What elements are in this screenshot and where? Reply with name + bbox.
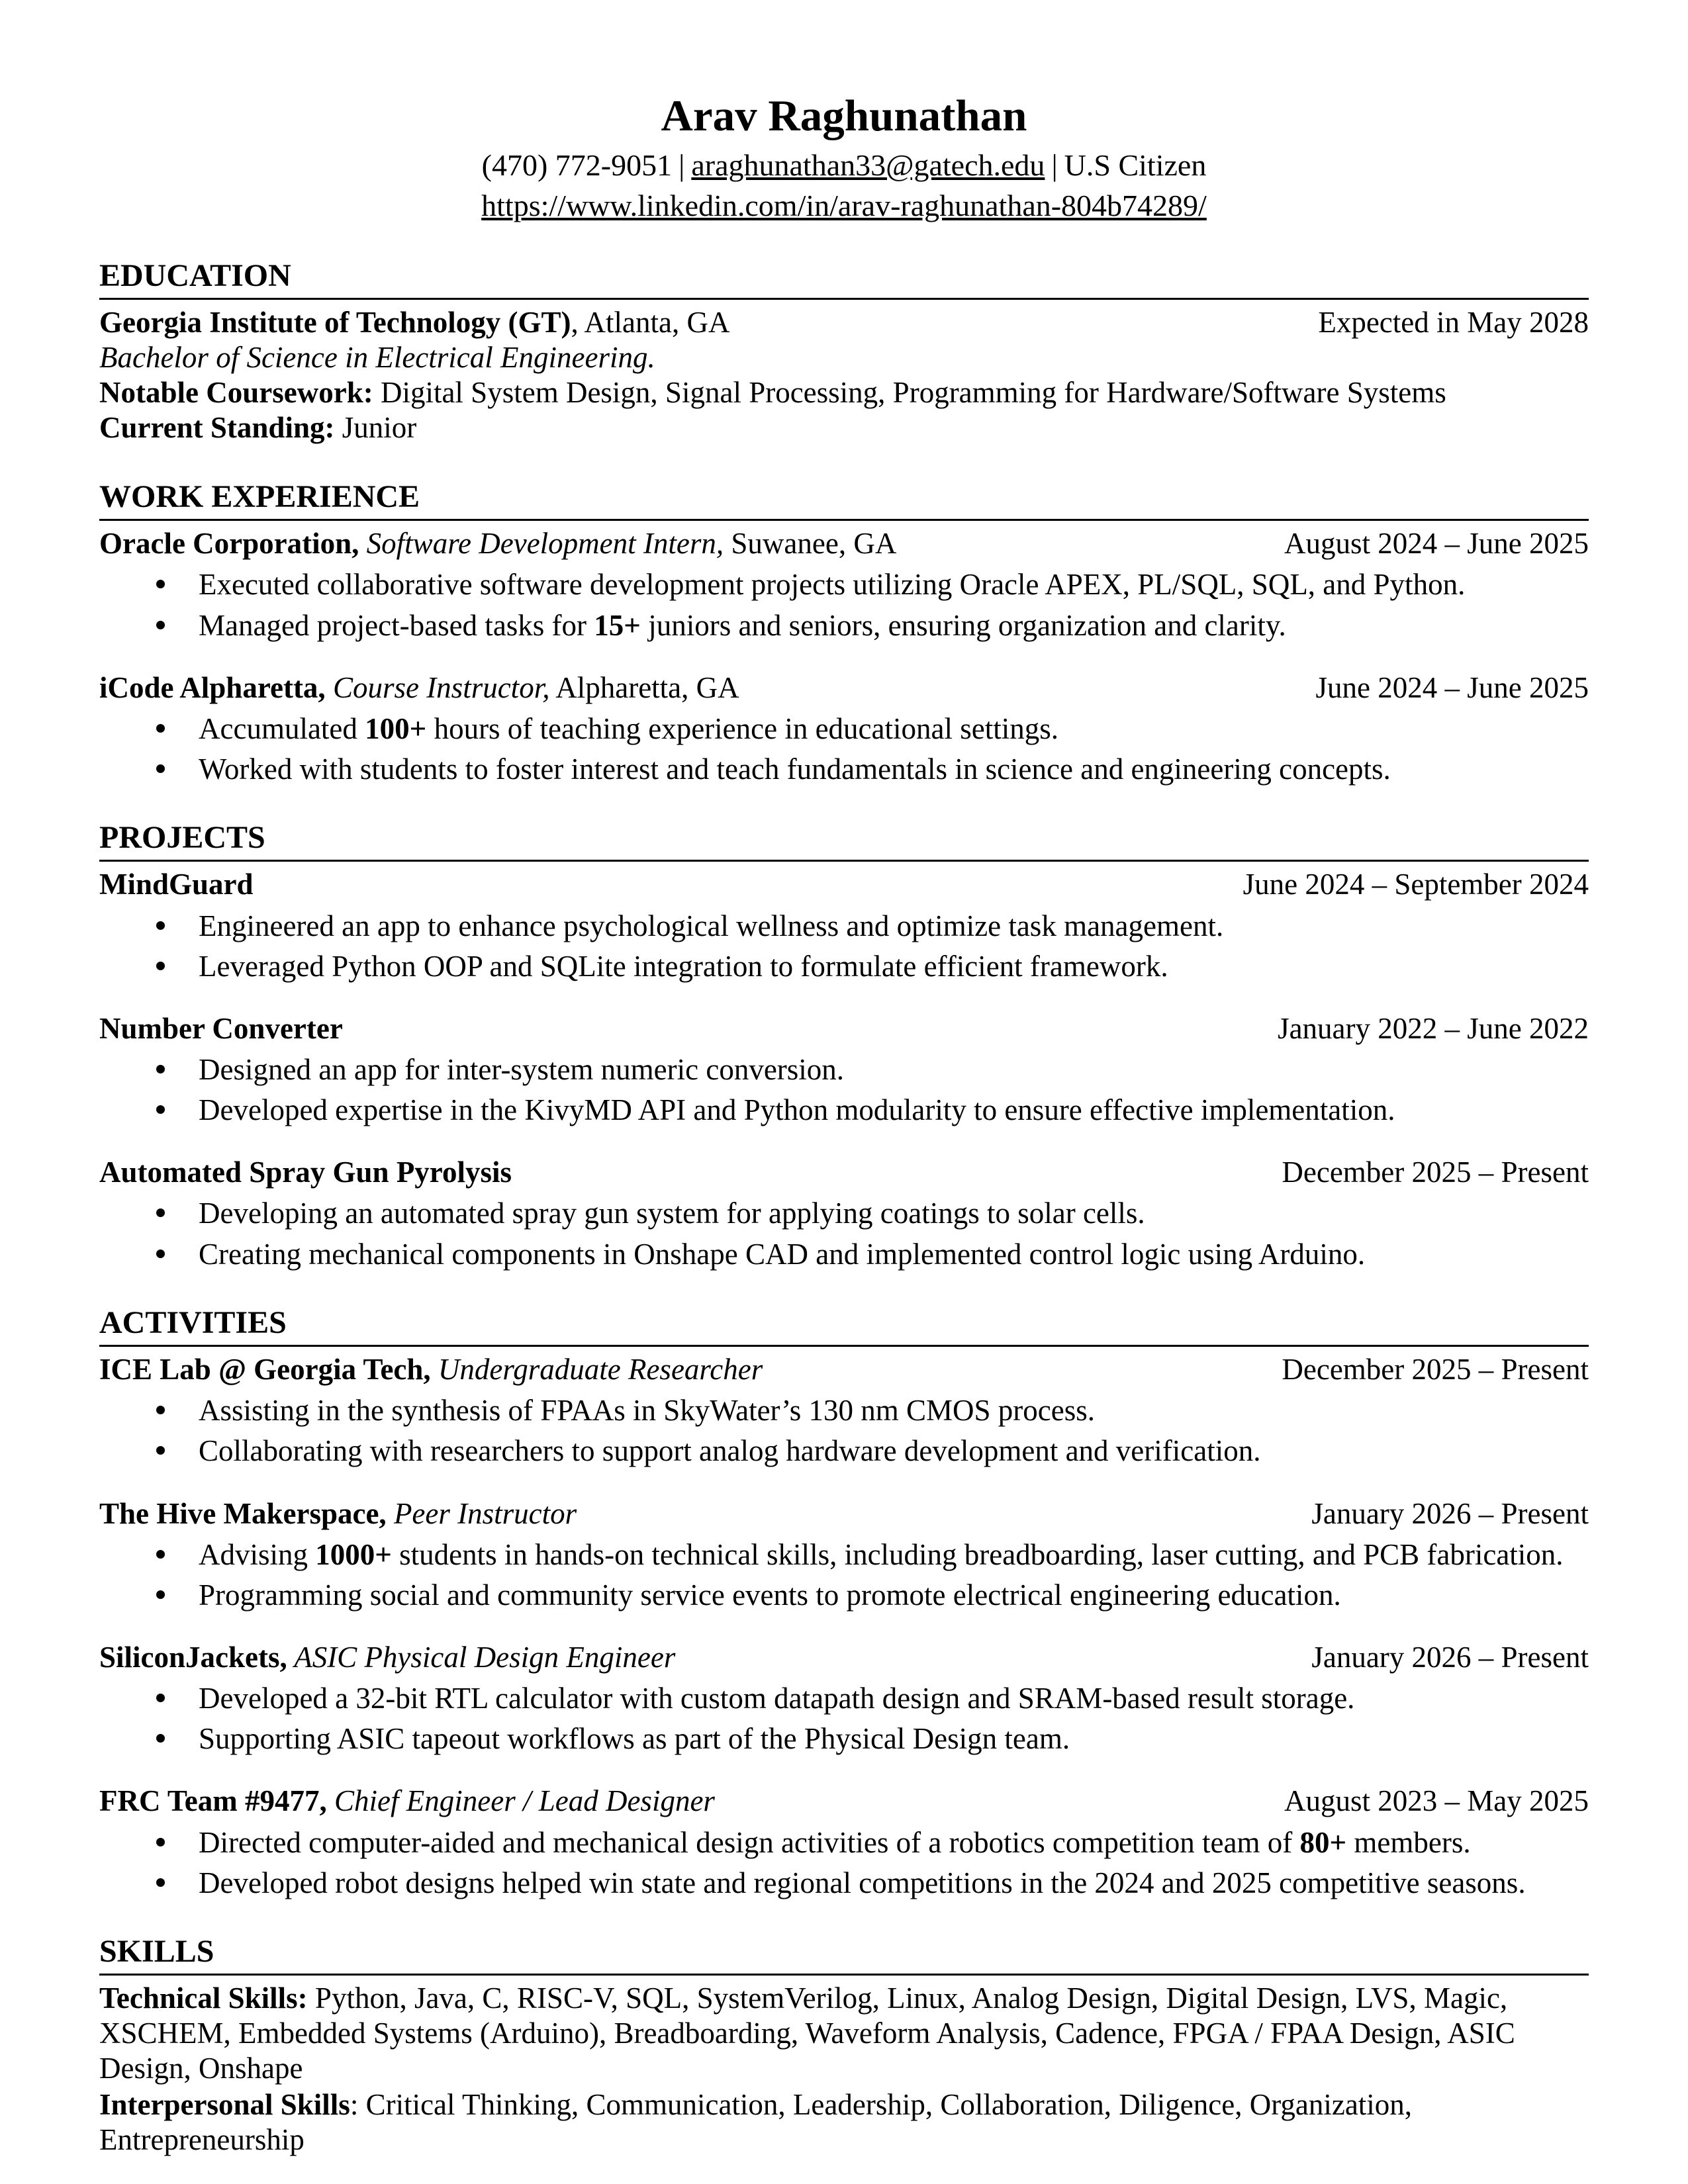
entry-date: December 2025 – Present — [1282, 1353, 1589, 1387]
org-name: The Hive Makerspace, — [99, 1496, 387, 1530]
org-name: FRC Team #9477, — [99, 1784, 327, 1818]
bullet-text-bold: 100+ — [365, 711, 427, 745]
technical-skills-text: Python, Java, C, RISC-V, SQL, SystemVerilog, Linux, Analog Design, Digital Design, LVS, Magic, XSCHEM, Embedded Systems (Arduino), Breadboarding, Waveform Analysis, Cadence, FPGA / FPAA Design, ASIC Design, Onshape — [99, 1981, 1515, 2085]
standing-label: Current Standing: — [99, 411, 335, 445]
bullet-text: Managed project-based tasks for — [199, 608, 594, 642]
candidate-name: Arav Raghunathan — [661, 91, 1027, 140]
contact-separator: | — [679, 148, 685, 183]
bullet-text: Developing an automated spray gun system for applying coatings to solar cells. — [199, 1197, 1145, 1230]
entry-header — [99, 670, 1589, 705]
coursework-line — [99, 375, 1589, 410]
standing-line — [99, 410, 1589, 445]
project-name: Automated Spray Gun Pyrolysis — [99, 1156, 512, 1189]
school-line — [99, 305, 729, 340]
activities-heading: ACTIVITIES — [99, 1304, 1589, 1347]
bullet-text: hours of teaching experience in educational settings. — [426, 711, 1058, 745]
technical-skills-line — [99, 1981, 1589, 2086]
entry-title — [99, 526, 896, 561]
bullet-text: Directed computer-aided and mechanical design activities of a robotics competition team of — [199, 1825, 1300, 1859]
bullet-item — [99, 608, 1589, 643]
entry-header — [99, 867, 1589, 902]
entry-automated-spray-gun-pyrolysis — [99, 1155, 1589, 1271]
bullet-text: Creating mechanical components in Onshape CAD and implemented control logic using Arduino. — [199, 1237, 1366, 1271]
bullet-text: Executed collaborative software development projects utilizing Oracle APEX, PL/SQL, SQL, and Python. — [199, 568, 1466, 602]
entry-header — [99, 1011, 1589, 1046]
interpersonal-skills-label: Interpersonal Skills — [99, 2088, 350, 2122]
entry-location: Suwanee, GA — [724, 527, 897, 561]
bullet-text: Developed a 32-bit RTL calculator with custom datapath design and SRAM-based result storage. — [199, 1682, 1355, 1715]
phone-number: (470) 772-9051 — [481, 148, 673, 183]
role-title: Chief Engineer / Lead Designer — [326, 1784, 715, 1818]
skills-heading: SKILLS — [99, 1933, 1589, 1976]
entry-title — [99, 1352, 763, 1387]
role-title: Course Instructor, — [325, 670, 550, 704]
bullet-text: Accumulated — [199, 711, 365, 745]
entry-hive-makerspace — [99, 1496, 1589, 1612]
role-title: ASIC Physical Design Engineer — [287, 1640, 676, 1674]
work-heading: WORK EXPERIENCE — [99, 478, 1589, 521]
education-date: Expected in May 2028 — [1318, 305, 1589, 339]
org-name: ICE Lab @ Georgia Tech, — [99, 1353, 431, 1387]
bullet-text: Worked with students to foster interest and teach fundamentals in science and engineering concepts. — [199, 752, 1391, 786]
degree-line — [99, 340, 1589, 375]
bullet-item — [99, 1825, 1589, 1860]
technical-skills-label: Technical Skills: — [99, 1981, 308, 2015]
entry-header — [99, 526, 1589, 561]
standing-text: Junior — [334, 411, 417, 445]
contact-separator: | — [1051, 148, 1058, 183]
citizenship: U.S Citizen — [1064, 148, 1207, 183]
role-title: Undergraduate Researcher — [430, 1353, 763, 1387]
interpersonal-skills-text: : Critical Thinking, Communication, Leadership, Collaboration, Diligence, Organization, Entrepreneurship — [99, 2088, 1413, 2157]
section-projects — [99, 819, 1589, 1271]
email-link[interactable]: araghunathan33@gatech.edu — [691, 148, 1045, 183]
coursework-label: Notable Coursework: — [99, 375, 373, 409]
coursework-text: Digital System Design, Signal Processing, Programming for Hardware/Software Systems — [373, 375, 1446, 409]
entry-header — [99, 1640, 1589, 1675]
bullet-text: Programming social and community service events to promote electrical engineering education. — [199, 1578, 1341, 1612]
linkedin-link[interactable]: https://www.linkedin.com/in/arav-raghunathan-804b74289/ — [481, 189, 1207, 223]
section-education — [99, 257, 1589, 446]
bullet-list — [99, 1196, 1589, 1271]
entry-title — [99, 1640, 675, 1675]
entry-siliconjackets — [99, 1640, 1589, 1756]
section-skills — [99, 1933, 1589, 2158]
bullet-list — [99, 1537, 1589, 1612]
bullet-item — [99, 949, 1589, 983]
bullet-text: Leveraged Python OOP and SQLite integration to formulate efficient framework. — [199, 949, 1168, 983]
degree-text: Bachelor of Science in Electrical Engineering. — [99, 340, 655, 374]
entry-title — [99, 1155, 512, 1190]
org-name: Oracle Corporation, — [99, 527, 359, 561]
bullet-text-bold: 80+ — [1299, 1825, 1347, 1859]
bullet-item — [99, 1433, 1589, 1468]
bullet-item — [99, 1681, 1589, 1715]
bullet-text: juniors and seniors, ensuring organization and clarity. — [640, 608, 1286, 642]
bullet-item — [99, 1721, 1589, 1756]
interpersonal-skills-line — [99, 2087, 1589, 2158]
bullet-text: students in hands-on technical skills, including breadboarding, laser cutting, and PCB fabrication. — [391, 1537, 1564, 1571]
entry-frc-team-9477 — [99, 1784, 1589, 1899]
bullet-item — [99, 1237, 1589, 1271]
school-location: , Atlanta, GA — [571, 305, 730, 339]
entry-oracle-corporation — [99, 526, 1589, 642]
entry-title — [99, 1784, 715, 1819]
entry-date: June 2024 – June 2025 — [1315, 670, 1589, 704]
bullet-item — [99, 1196, 1589, 1230]
entry-date: June 2024 – September 2024 — [1243, 868, 1589, 901]
bullet-item — [99, 1393, 1589, 1428]
bullet-text: Advising — [199, 1537, 316, 1571]
bullet-text: Developed robot designs helped win state and regional competitions in the 2024 and 2025 competitive seasons. — [199, 1866, 1526, 1899]
entry-number-converter — [99, 1011, 1589, 1127]
entry-date: August 2023 – May 2025 — [1284, 1784, 1589, 1818]
role-title: Software Development Intern, — [359, 527, 724, 561]
bullet-text: members. — [1346, 1825, 1471, 1859]
entry-header — [99, 1496, 1589, 1531]
bullet-text-bold: 15+ — [594, 608, 641, 642]
entry-date: January 2026 – Present — [1311, 1496, 1589, 1530]
bullet-item — [99, 1866, 1589, 1900]
bullet-item — [99, 1052, 1589, 1087]
section-activities — [99, 1304, 1589, 1900]
bullet-text: Supporting ASIC tapeout workflows as part of the Physical Design team. — [199, 1722, 1070, 1756]
bullet-item — [99, 752, 1589, 786]
entry-location: Alpharetta, GA — [549, 670, 739, 704]
role-title: Peer Instructor — [386, 1496, 577, 1530]
school-name: Georgia Institute of Technology (GT) — [99, 305, 571, 339]
entry-date: December 2025 – Present — [1282, 1156, 1589, 1189]
bullet-item — [99, 567, 1589, 602]
entry-ice-lab — [99, 1352, 1589, 1468]
contact-line — [99, 148, 1589, 183]
entry-title — [99, 867, 254, 902]
entry-date: January 2026 – Present — [1311, 1640, 1589, 1674]
entry-header — [99, 1352, 1589, 1387]
bullet-text: Developed expertise in the KivyMD API and Python modularity to ensure effective implementation. — [199, 1093, 1395, 1127]
entry-date: January 2022 – June 2022 — [1278, 1011, 1589, 1045]
entry-title — [99, 1011, 343, 1046]
project-name: MindGuard — [99, 868, 254, 901]
bullet-text: Assisting in the synthesis of FPAAs in SkyWater’s 130 nm CMOS process. — [199, 1394, 1095, 1428]
entry-icode-alpharetta — [99, 670, 1589, 786]
section-work-experience — [99, 478, 1589, 786]
bullet-item — [99, 1093, 1589, 1127]
entry-title — [99, 670, 739, 705]
bullet-item — [99, 711, 1589, 746]
bullet-text-bold: 1000+ — [315, 1537, 392, 1571]
education-school-row — [99, 305, 1589, 340]
bullet-text: Engineered an app to enhance psychological wellness and optimize task management. — [199, 909, 1224, 942]
entry-date: August 2024 – June 2025 — [1284, 527, 1589, 561]
bullet-list — [99, 1681, 1589, 1756]
bullet-text: Designed an app for inter-system numeric conversion. — [199, 1053, 845, 1086]
bullet-text: Collaborating with researchers to support analog hardware development and verification. — [199, 1434, 1261, 1468]
entry-header — [99, 1155, 1589, 1190]
org-name: iCode Alpharetta, — [99, 670, 326, 704]
education-heading: EDUCATION — [99, 257, 1589, 300]
bullet-list — [99, 1825, 1589, 1900]
entry-mindguard — [99, 867, 1589, 983]
entry-header — [99, 1784, 1589, 1819]
entry-title — [99, 1496, 577, 1531]
bullet-list — [99, 909, 1589, 983]
bullet-item — [99, 1537, 1589, 1572]
bullet-list — [99, 567, 1589, 642]
bullet-list — [99, 1393, 1589, 1468]
project-name: Number Converter — [99, 1011, 343, 1045]
bullet-list — [99, 711, 1589, 786]
linkedin-line — [99, 188, 1589, 224]
projects-heading: PROJECTS — [99, 819, 1589, 862]
org-name: SiliconJackets, — [99, 1640, 287, 1674]
bullet-list — [99, 1052, 1589, 1127]
bullet-item — [99, 909, 1589, 943]
bullet-item — [99, 1578, 1589, 1612]
